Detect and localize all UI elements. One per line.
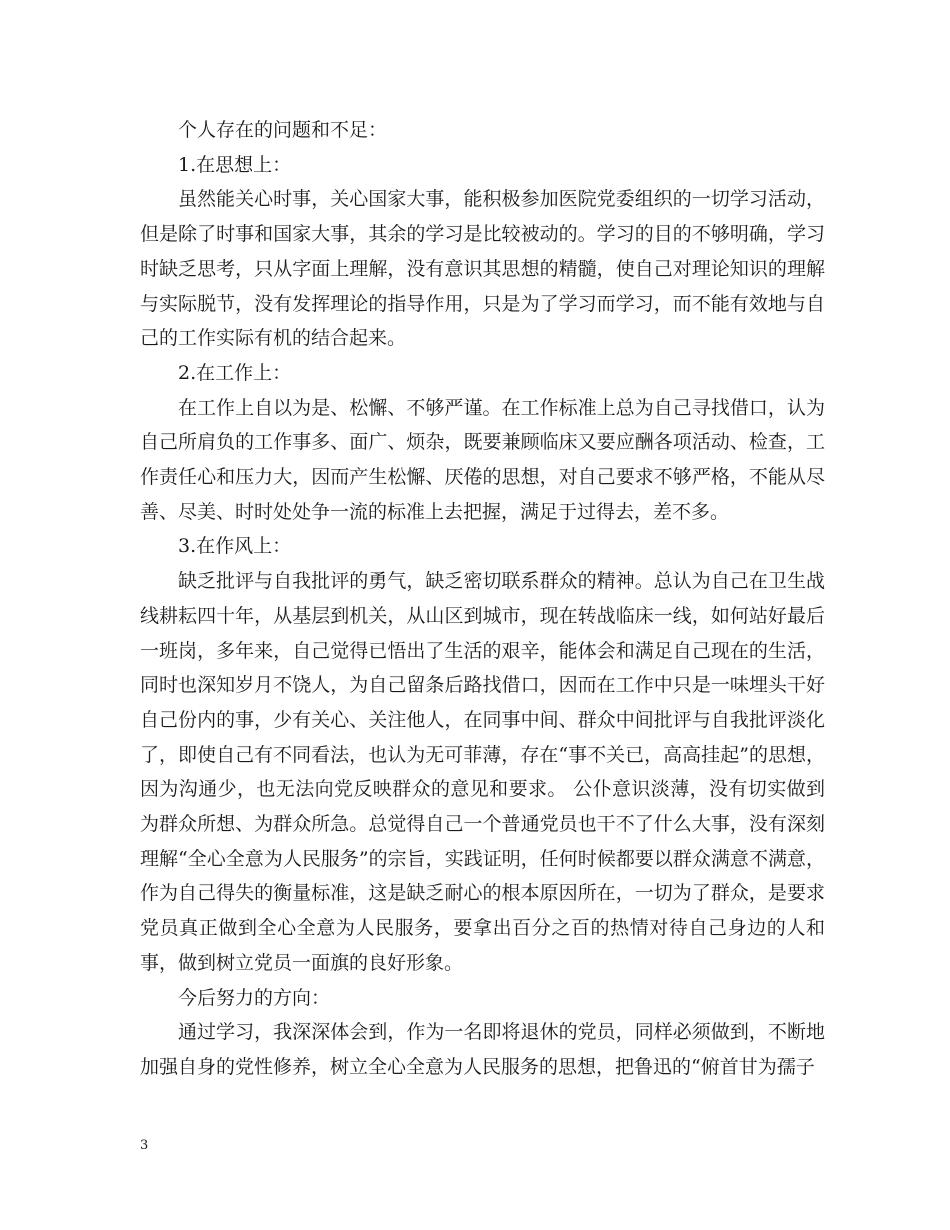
section-heading-direction: 今后努力的方向： [178,986,331,1009]
subheading-style: 3.在作风上： [178,535,292,558]
section-heading-problems: 个人存在的问题和不足： [178,119,388,141]
paragraph-work: 在工作上自以为是、松懈、不够严谨。在工作标准上总为自己寻找借口，认为自己所肩负的工作事多、面广、烦杂，既要兼顾临床又要应酬各项活动、检查，工作责任心和压力大，因而产生松懈、厌倦的思想，对自己要求不够严格，不能从尽善、尽美、时时处处争一流的标准上去把握，满足于过得去，差不多。 [140,396,825,523]
paragraph-style: 缺乏批评与自我批评的勇气，缺乏密切联系群众的精神。总认为自己在卫生战线耕耘四十年，从基层到机关，从山区到城市，现在转战临床一线，如何站好最后一班岗，多年来，自己觉得已悟出了生活的艰辛，能体会和满足自己现在的生活，同时也深知岁月不饶人，为自己留条后路找借口，因而在工作中只是一味埋头干好自己份内的事，少有关心、关注他人，在同事中间、群众中间批评与自我批评淡化了，即使自己有不同看法，也认为无可菲薄，存在“事不关已，高高挂起”的思想，因为沟通少，也无法向党反映群众的意见和要求。 公仆意识淡薄，没有切实做到为群众所想、为群众所急。总觉得自己一个普通党员也干不了什么大事，没有深刻理解“全心全意为人民服务”的宗旨，实践证明，任何时候都要以群众满意不满意，作为自己得失的衡量标准，这是缺乏耐心的根本原因所在，一切为了群众，是要求党员真正做到全心全意为人民服务，要拿出百分之百的热情对待自己身边的人和事，做到树立党员一面旗的良好形象。 [140,570,825,974]
page-number: 3 [140,1138,149,1153]
document-body [140,113,825,1085]
subheading-thinking: 1.在思想上： [178,153,292,176]
paragraph-direction: 通过学习，我深深体会到，作为一名即将退休的党员，同样必须做到，不断地加强自身的党性修养，树立全心全意为人民服务的思想，把鲁迅的“俯首甘为孺子 [140,1021,825,1078]
subheading-work: 2.在工作上： [178,361,292,384]
paragraph-thinking: 虽然能关心时事，关心国家大事，能积极参加医院党委组织的一切学习活动，但是除了时事和国家大事，其余的学习是比较被动的。学习的目的不够明确，学习时缺乏思考，只从字面上理解，没有意识其思想的精髓，使自己对理论知识的理解与实际脱节，没有发挥理论的指导作用，只是为了学习而学习，而不能有效地与自己的工作实际有机的结合起来。 [140,188,825,350]
